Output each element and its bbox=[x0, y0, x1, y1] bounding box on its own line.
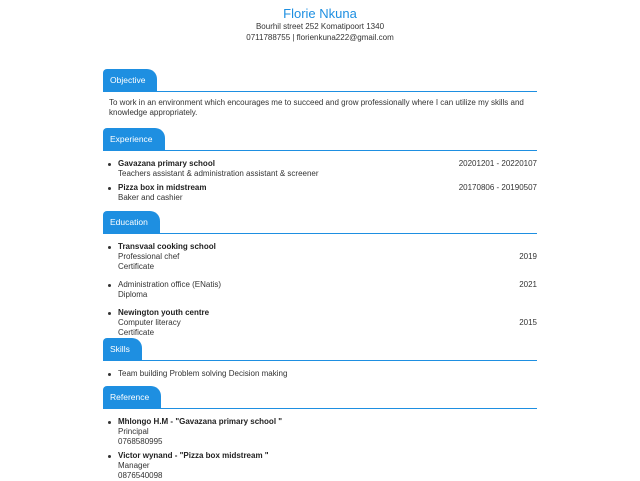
qualification: Certificate bbox=[118, 328, 155, 337]
section-header bbox=[103, 211, 537, 234]
list-item bbox=[103, 242, 537, 272]
section-header bbox=[103, 69, 537, 92]
reference-section bbox=[103, 386, 537, 481]
experience-section bbox=[103, 128, 537, 203]
course: Professional chef bbox=[118, 252, 180, 261]
institution: Transvaal cooking school bbox=[118, 242, 216, 251]
skills-text: Team building Problem solving Decision making bbox=[118, 369, 288, 378]
list-item bbox=[103, 417, 537, 447]
resume-header bbox=[0, 0, 640, 43]
objective-text: To work in an environment which encourages me to succeed and grow professionally where I can utilize my skills and knowledge appropriately. bbox=[109, 98, 524, 117]
qualification: Diploma bbox=[118, 290, 148, 299]
reference-title: Reference bbox=[103, 386, 161, 408]
reference-phone: 0768580995 bbox=[118, 437, 163, 446]
year: 2019 bbox=[519, 252, 537, 261]
skills-title: Skills bbox=[103, 338, 142, 360]
education-section bbox=[103, 211, 537, 338]
institution: Administration office (ENatis) bbox=[118, 280, 221, 289]
year: 2021 bbox=[519, 280, 537, 289]
reference-phone: 0876540098 bbox=[118, 471, 163, 480]
job-role: Baker and cashier bbox=[118, 193, 183, 202]
reference-position: Principal bbox=[118, 427, 149, 436]
list-item bbox=[103, 308, 537, 338]
objective-section bbox=[103, 69, 537, 118]
employer: Pizza box in midstream bbox=[118, 183, 207, 192]
objective-title: Objective bbox=[103, 69, 157, 91]
reference-name: Victor wynand - "Pizza box midstream " bbox=[118, 451, 269, 460]
job-dates: 20201201 - 20220107 bbox=[458, 159, 537, 168]
section-header bbox=[103, 386, 537, 409]
qualification: Certificate bbox=[118, 262, 155, 271]
year: 2015 bbox=[519, 318, 537, 327]
reference-position: Manager bbox=[118, 461, 150, 470]
reference-name: Mhlongo H.M - "Gavazana primary school " bbox=[118, 417, 283, 426]
course: Computer literacy bbox=[118, 318, 181, 327]
experience-title: Experience bbox=[103, 128, 165, 150]
section-header bbox=[103, 128, 537, 151]
list-item bbox=[103, 280, 537, 300]
contact-info: 0711788755 | florienkuna222@gmail.com bbox=[246, 33, 394, 42]
section-header bbox=[103, 338, 537, 361]
list-item bbox=[103, 369, 537, 379]
list-item bbox=[103, 159, 537, 179]
education-list bbox=[103, 234, 537, 338]
skills-section bbox=[103, 338, 537, 379]
employer: Gavazana primary school bbox=[118, 159, 215, 168]
list-item bbox=[103, 451, 537, 481]
education-title: Education bbox=[103, 211, 160, 233]
skills-list bbox=[103, 361, 537, 379]
experience-list bbox=[103, 151, 537, 203]
institution: Newington youth centre bbox=[118, 308, 210, 317]
list-item bbox=[103, 183, 537, 203]
job-role: Teachers assistant & administration assistant & screener bbox=[118, 169, 319, 178]
reference-list bbox=[103, 409, 537, 481]
job-dates: 20170806 - 20190507 bbox=[458, 183, 537, 192]
address: Bourhil street 252 Komatipoort 1340 bbox=[255, 22, 385, 31]
candidate-name: Florie Nkuna bbox=[283, 6, 357, 21]
